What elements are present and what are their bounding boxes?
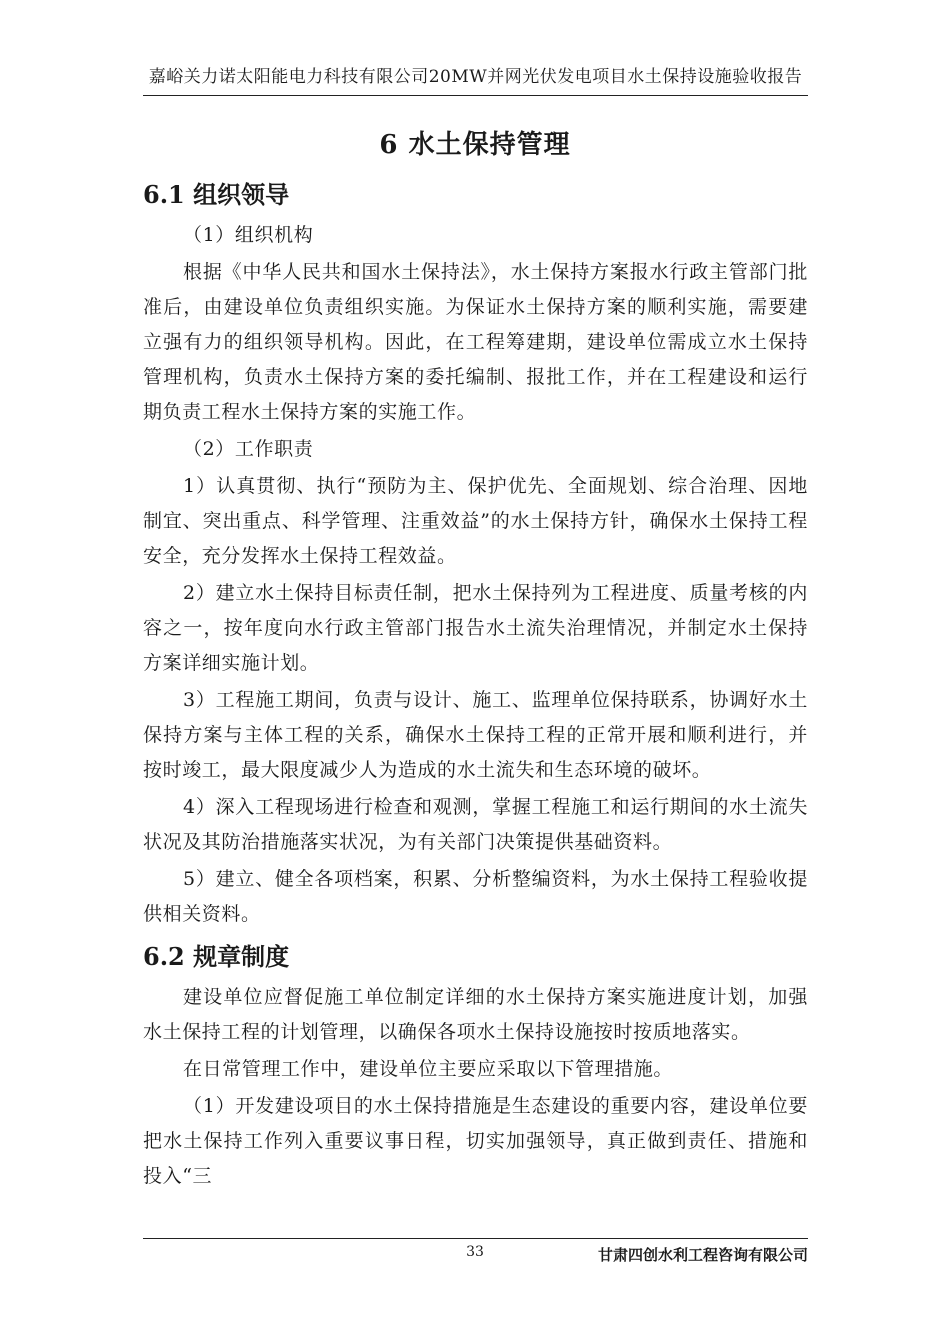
footer-company: 甘肃四创水利工程咨询有限公司 [597,1246,808,1264]
paragraph: 根据《中华人民共和国水土保持法》，水土保持方案报水行政主管部门批准后，由建设单位负责组织实施。为保证水土保持方案的顺利实施，需要建立强有力的组织领导机构。因此，在工程筹建期，建设单位需成立水土保持管理机构，负责水土保持方案的委托编制、报批工作，并在工程建设和运行期负责工程水土保持方案的实施工作。 [143,261,808,423]
paragraph: 2）建立水土保持目标责任制，把水土保持列为工程进度、质量考核的内容之一，按年度向水行政主管部门报告水土流失治理情况，并制定水土保持方案详细实施计划。 [143,582,808,674]
section-regulations [143,934,808,1194]
chapter-title: 6 水土保持管理 [379,130,571,160]
paragraph: 建设单位应督促施工单位制定详细的水土保持方案实施进度计划，加强水土保持工程的计划管理，以确保各项水土保持设施按时按质地落实。 [143,986,808,1043]
paragraph: 5）建立、健全各项档案，积累、分析整编资料，为水土保持工程验收提供相关资料。 [143,868,808,925]
page-number: 33 [466,1244,484,1260]
paragraph: 4）深入工程现场进行检查和观测，掌握工程施工和运行期间的水土流失状况及其防治措施落实状况，为有关部门决策提供基础资料。 [143,796,808,853]
footer-divider [143,1238,808,1239]
paragraph: （2）工作职责 [183,438,314,460]
section-heading: 6.2 规章制度 [143,942,290,971]
section-heading: 6.1 组织领导 [143,180,290,209]
paragraph: （1）组织机构 [183,224,314,246]
paragraph: （1）开发建设项目的水土保持措施是生态建设的重要内容，建设单位要把水土保持工作列入重要议事日程，切实加强领导，真正做到责任、措施和投入“三 [143,1095,808,1187]
paragraph: 3）工程施工期间，负责与设计、施工、监理单位保持联系，协调好水土保持方案与主体工程的关系，确保水土保持工程的正常开展和顺利进行，并按时竣工，最大限度减少人为造成的水土流失和生态环境的破坏。 [143,689,808,781]
document-body [143,172,808,1196]
running-header: 嘉峪关力诺太阳能电力科技有限公司20MW并网光伏发电项目水土保持设施验收报告 [143,62,808,96]
section-organization [143,172,808,932]
paragraph: 在日常管理工作中，建设单位主要应采取以下管理措施。 [183,1058,674,1080]
paragraph: 1）认真贯彻、执行“预防为主、保护优先、全面规划、综合治理、因地制宜、突出重点、科学管理、注重效益”的水土保持方针，确保水土保持工程安全，充分发挥水土保持工程效益。 [143,475,808,567]
